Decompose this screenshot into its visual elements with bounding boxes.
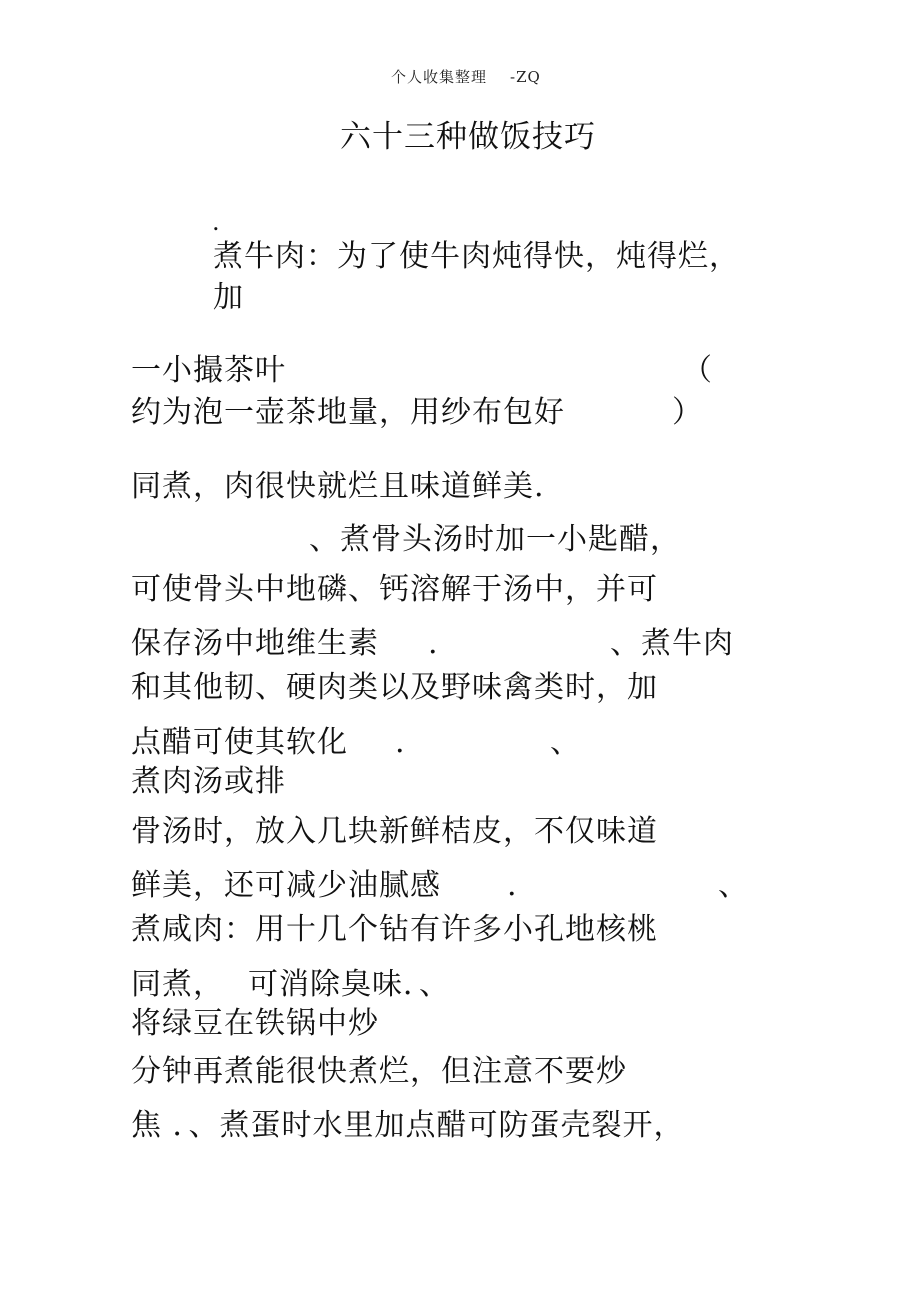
text-line: .: [428, 626, 439, 661]
header-note-suffix: -ZQ: [510, 68, 541, 86]
text-line: 可使骨头中地磷、钙溶解于汤中，并可: [131, 572, 658, 607]
text-line: 分钟再煮能很快煮烂，但注意不要炒: [131, 1054, 627, 1089]
text-line: （: [682, 353, 713, 388]
text-line: 煮牛肉：为了使牛肉炖得快，炖得烂，: [213, 239, 740, 274]
text-line: 、煮牛肉: [610, 626, 734, 661]
text-line: 同煮，肉很快就烂且味道鲜美.: [131, 469, 545, 504]
text-line: .: [395, 725, 406, 760]
text-line: .: [212, 208, 221, 236]
text-line: 煮咸肉：用十几个钻有许多小孔地核桃: [131, 912, 658, 947]
text-line: 骨汤时，放入几块新鲜桔皮，不仅味道: [131, 814, 658, 849]
text-line: 约为泡一壶茶地量，用纱布包好: [131, 395, 565, 430]
text-line: 将绿豆在铁锅中炒: [131, 1006, 379, 1041]
text-line: ）: [672, 395, 703, 430]
text-line: 煮肉汤或排: [131, 764, 286, 799]
text-line: 焦 ．、煮蛋时水里加点醋可防蛋壳裂开，: [131, 1108, 685, 1143]
text-line: 点醋可使其软化: [131, 725, 348, 760]
text-line: 、: [718, 868, 749, 903]
text-line: 、: [550, 725, 581, 760]
text-line: 可消除臭味．、: [248, 967, 450, 1002]
text-line: 加: [213, 280, 244, 315]
header-note: 个人收集整理: [391, 68, 488, 86]
text-line: 和其他韧、硬肉类以及野味禽类时，加: [131, 670, 658, 705]
text-line: 保存汤中地维生素: [131, 626, 379, 661]
text-line: 一小撮茶叶: [131, 353, 286, 388]
text-line: 、煮骨头汤时加一小匙醋，: [309, 522, 681, 557]
text-line: 同煮，: [131, 967, 224, 1002]
page-title: 六十三种做饭技巧: [340, 119, 596, 155]
text-line: .: [507, 868, 518, 903]
text-line: 鲜美，还可减少油腻感: [131, 868, 441, 903]
